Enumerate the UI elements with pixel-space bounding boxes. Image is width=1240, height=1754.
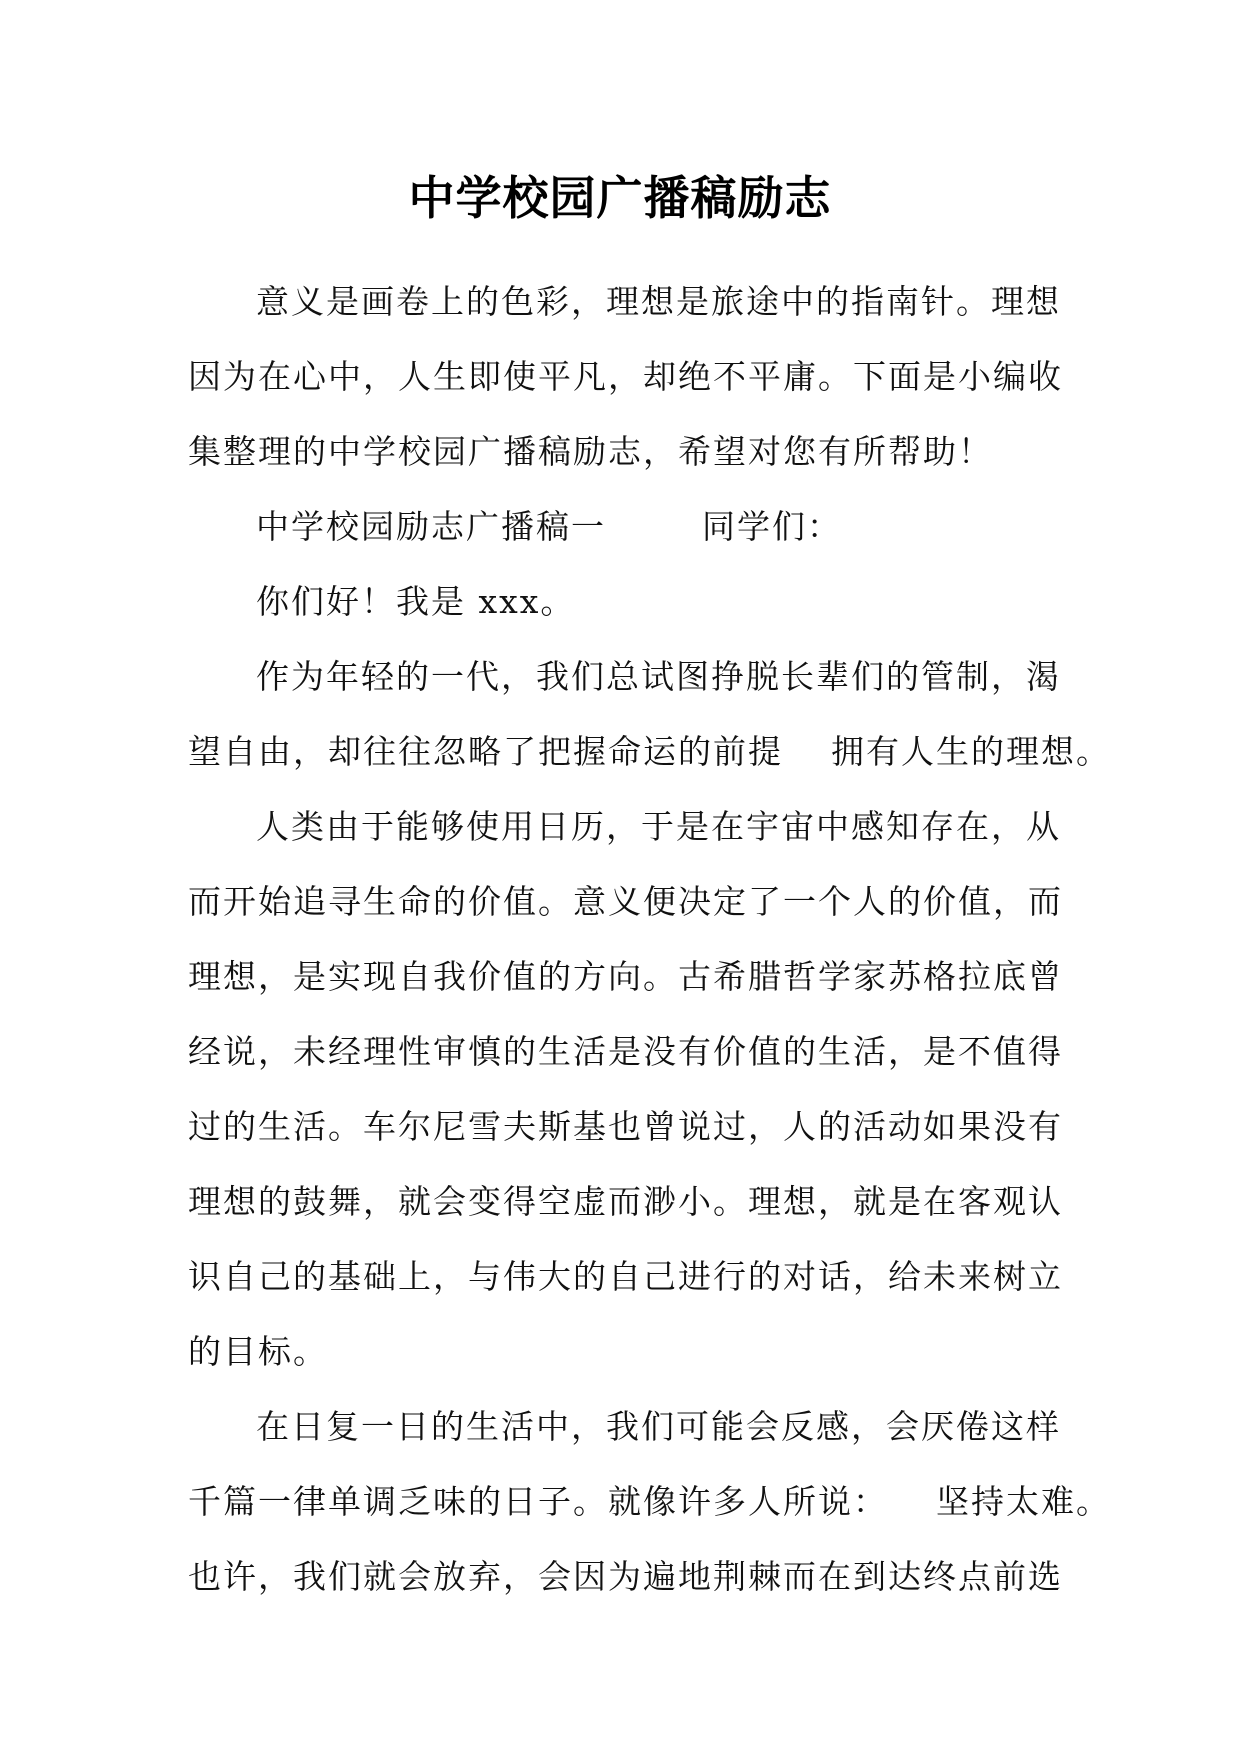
document-title: 中学校园广播稿励志 xyxy=(408,171,832,225)
text-line: 因为在心中，人生即使平凡，却绝不平庸。下面是小编收 xyxy=(188,357,1063,396)
text-line: 作为年轻的一代，我们总试图挣脱长辈们的管制，渴 xyxy=(256,657,1061,696)
text-line: 人类由于能够使用日历，于是在宇宙中感知存在，从 xyxy=(256,807,1061,846)
text-fragment: 千篇一律单调乏味的日子。就像许多人所说： xyxy=(188,1482,888,1521)
text-fragment: 望自由，却往往忽略了把握命运的前提 xyxy=(188,732,783,771)
text-line: 你们好！我是 xxx。 xyxy=(256,582,576,621)
text-line: 意义是画卷上的色彩，理想是旅途中的指南针。理想 xyxy=(256,282,1061,321)
text-fragment: 拥有人生的理想。 xyxy=(831,732,1111,771)
text-line: 经说，未经理性审慎的生活是没有价值的生活，是不值得 xyxy=(188,1032,1063,1071)
text-line xyxy=(188,489,1052,564)
text-line: 集整理的中学校园广播稿励志，希望对您有所帮助！ xyxy=(188,432,993,471)
text-line xyxy=(188,1464,1111,1539)
text-line: 理想，是实现自我价值的方向。古希腊哲学家苏格拉底曾 xyxy=(188,957,1063,996)
text-line: 在日复一日的生活中，我们可能会反感，会厌倦这样 xyxy=(256,1407,1061,1446)
text-line: 而开始追寻生命的价值。意义便决定了一个人的价值，而 xyxy=(188,882,1063,921)
salutation: 同学们： xyxy=(702,507,842,546)
text-line: 的目标。 xyxy=(188,1332,328,1371)
section-heading: 中学校园励志广播稿一 xyxy=(256,507,606,546)
text-fragment: 坚持太难。 xyxy=(936,1482,1111,1521)
text-line: 识自己的基础上，与伟大的自己进行的对话，给未来树立 xyxy=(188,1257,1063,1296)
text-line xyxy=(188,714,1111,789)
text-line: 也许，我们就会放弃，会因为遍地荆棘而在到达终点前选 xyxy=(188,1557,1063,1596)
text-line: 理想的鼓舞，就会变得空虚而渺小。理想，就是在客观认 xyxy=(188,1182,1063,1221)
text-line: 过的生活。车尔尼雪夫斯基也曾说过，人的活动如果没有 xyxy=(188,1107,1063,1146)
document-body xyxy=(188,264,1111,1614)
